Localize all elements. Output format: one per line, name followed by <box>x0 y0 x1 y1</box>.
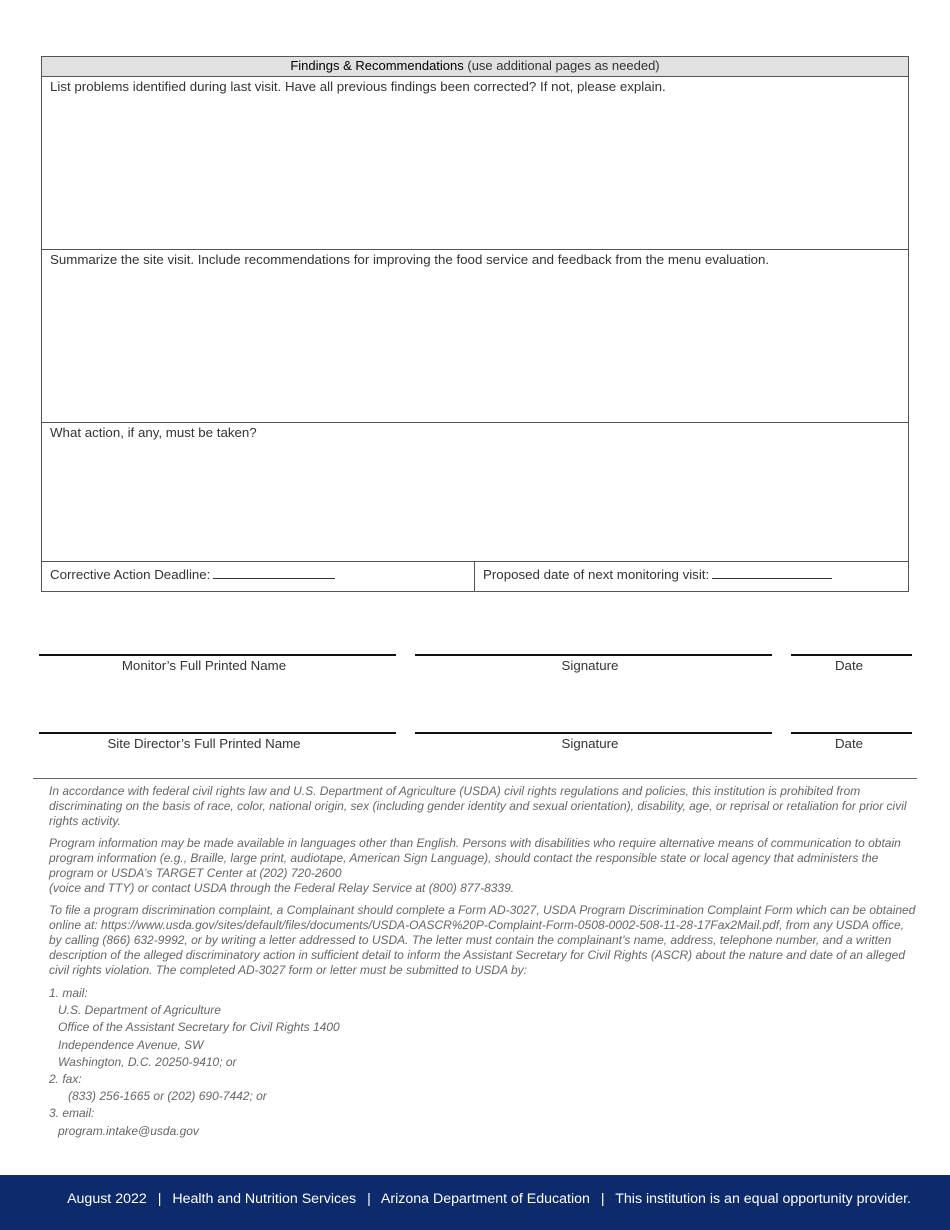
next-visit-date-blank[interactable] <box>712 578 832 579</box>
mail-line-3: Independence Avenue, SW <box>58 1037 204 1052</box>
mail-line-2: Office of the Assistant Secretary for Civil Rights 1400 <box>58 1020 340 1035</box>
email-label: 3. email: <box>49 1106 95 1121</box>
next-visit-date-label: Proposed date of next monitoring visit: <box>483 567 710 582</box>
footer-agency: Arizona Department of Education <box>380 1191 590 1207</box>
statement-paragraph-1: In accordance with federal civil rights law and U.S. Department of Agriculture (USDA) civil rights regulations and policies, this institution is prohibited from discriminating on the basis of race, color, national origin, sex (including gender identity and sexual orientation), disability, age, or reprisal or retaliation for prior civil rights activity. <box>49 784 907 828</box>
mail-line-1: U.S. Department of Agriculture <box>58 1003 221 1018</box>
monitor-name-label: Monitor’s Full Printed Name <box>121 658 287 673</box>
monitor-name-line[interactable] <box>39 654 396 656</box>
previous-findings-prompt: List problems identified during last visit. Have all previous findings been corrected? If not, please explain. <box>50 79 666 94</box>
nondiscrimination-statement <box>49 784 917 1140</box>
footer-equal-opportunity: This institution is an equal opportunity provider. <box>615 1191 911 1207</box>
fax-label: 2. fax: <box>49 1072 82 1087</box>
form-title-note: (use additional pages as needed) <box>463 58 660 73</box>
statement-paragraph-3: To file a program discrimination complaint, a Complainant should complete a Form AD-3027, USDA Program Discrimination Complaint Form which can be obtained online at: https://www.usda.gov/sites/default/files/documents/USDA-OASCR%20P-Complaint-Form-0508-0002-508-11-28-17Fax2Mail.pdf, from any USDA office, by calling (866) 632-9992, or by writing a letter addressed to USDA. The letter must contain the complainant’s name, address, telephone number, and a written description of the alleged discriminatory action in sufficient detail to inform the Assistant Secretary for Civil Rights (ASCR) about the nature and date of an alleged civil rights violation. The completed AD-3027 form or letter must be submitted to USDA by: <box>49 903 916 977</box>
findings-form <box>41 56 909 592</box>
form-title: Findings & Recommendations <box>290 58 464 73</box>
director-name-label: Site Director’s Full Printed Name <box>107 736 301 751</box>
footer-date: August 2022 <box>67 1191 147 1207</box>
submission-methods <box>49 985 917 1140</box>
corrective-action-deadline-label: Corrective Action Deadline: <box>50 567 211 582</box>
previous-findings-field[interactable] <box>42 77 908 250</box>
director-date-line[interactable] <box>791 732 912 734</box>
footer-separator: | <box>367 1191 371 1207</box>
mail-line-4: Washington, D.C. 20250-9410; or <box>58 1054 237 1069</box>
director-signature-line[interactable] <box>415 732 772 734</box>
monitor-date-label: Date <box>834 658 864 673</box>
corrective-action-deadline-field[interactable] <box>42 562 475 591</box>
monitor-date-line[interactable] <box>791 654 912 656</box>
site-visit-summary-field[interactable] <box>42 250 908 423</box>
next-visit-date-field[interactable] <box>475 562 908 591</box>
director-name-line[interactable] <box>39 732 396 734</box>
page-footer <box>0 1175 950 1230</box>
footer-separator: | <box>157 1191 162 1207</box>
statement-paragraph-2: Program information may be made available in languages other than English. Persons with disabilities who require alternative means of communication to obtain program information (e.g., Braille, large print, audiotape, American Sign Language), should contact the responsible state or local agency that administers the program or USDA’s TARGET Center at (202) 720-2600 <box>49 836 901 880</box>
deadline-row <box>42 562 908 591</box>
monitor-signature-label: Signature <box>561 658 619 673</box>
site-visit-summary-prompt: Summarize the site visit. Include recommendations for improving the food service and feedback from the menu evaluation. <box>50 252 770 267</box>
statement-paragraph-2b: (voice and TTY) or contact USDA through the Federal Relay Service at (800) 877-8339. <box>49 881 515 895</box>
director-date-label: Date <box>834 736 864 751</box>
statement-divider <box>33 778 917 779</box>
action-required-prompt: What action, if any, must be taken? <box>50 425 257 440</box>
email-address[interactable]: program.intake@usda.gov <box>58 1123 199 1138</box>
form-header <box>42 57 908 77</box>
fax-numbers: (833) 256-1665 or (202) 690-7442; or <box>68 1089 267 1104</box>
footer-separator: | <box>600 1191 605 1207</box>
director-signature-label: Signature <box>561 736 619 751</box>
footer-division: Health and Nutrition Services <box>172 1191 357 1207</box>
action-required-field[interactable] <box>42 423 908 562</box>
monitor-signature-line[interactable] <box>415 654 772 656</box>
mail-label: 1. mail: <box>49 986 88 1000</box>
corrective-action-deadline-blank[interactable] <box>213 578 335 579</box>
